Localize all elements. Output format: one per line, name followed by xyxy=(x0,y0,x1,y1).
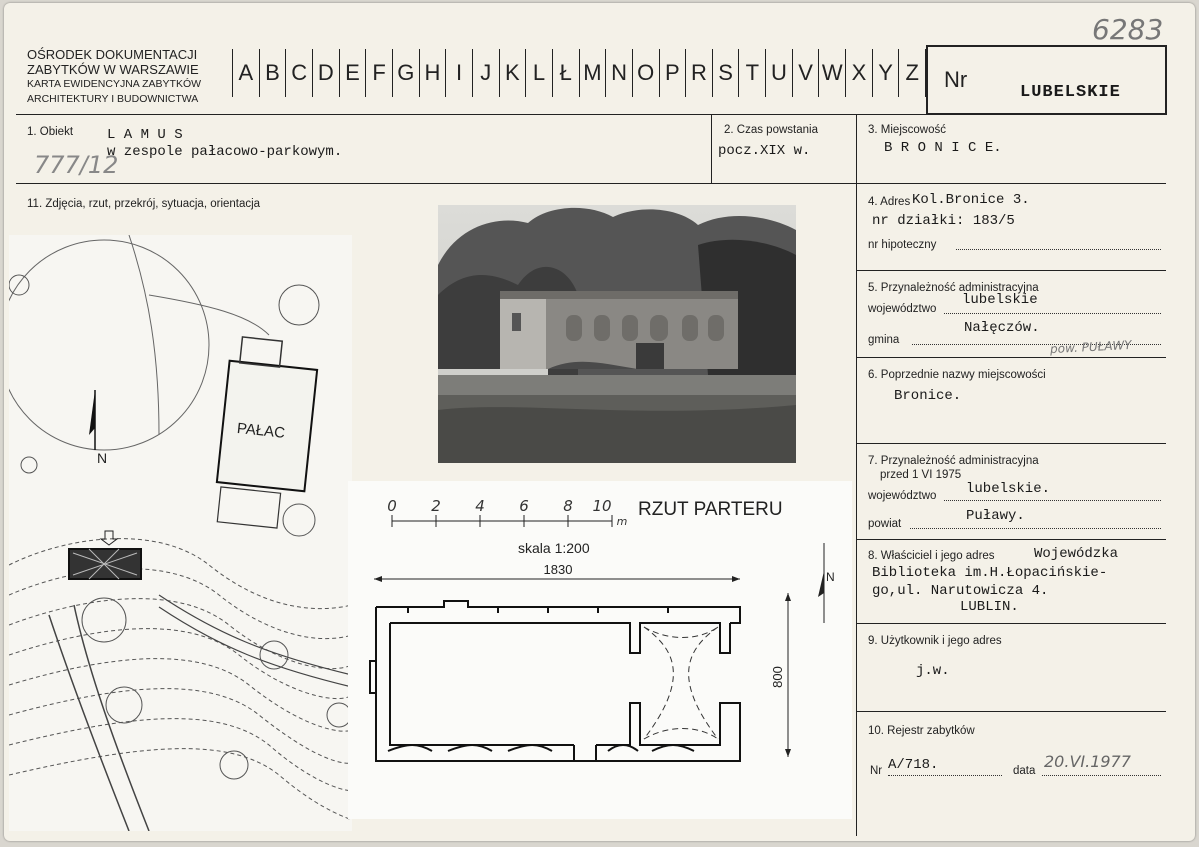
scale-tick-10: 10 xyxy=(592,497,612,515)
wojewodztwo-label: województwo xyxy=(868,303,937,315)
plan-depth-dimension: 800 xyxy=(770,666,785,688)
poprzednie-label: 6. Poprzednie nazwy miejscowości xyxy=(868,369,1046,381)
index-letter: Z xyxy=(898,49,926,97)
rule-row-1 xyxy=(16,183,1166,184)
rejestr-data-value: 20.VI.1977 xyxy=(1044,752,1131,771)
plan-walls xyxy=(370,601,740,761)
miejscowosc-label: 3. Miejscowość xyxy=(868,124,946,136)
czas-value: pocz.XIX w. xyxy=(718,143,811,159)
institution-line-3: KARTA EWIDENCYJNA ZABYTKÓW xyxy=(27,78,202,90)
index-letter: R xyxy=(685,49,712,97)
index-letter: B xyxy=(259,49,286,97)
rule-r4 xyxy=(856,270,1166,271)
institution-block xyxy=(27,47,201,107)
wlasciciel-value-2: Biblioteka im.H.Łopacińskie- xyxy=(872,565,1108,581)
wlasciciel-value-4: LUBLIN. xyxy=(960,599,1019,615)
north-label: N xyxy=(97,450,108,466)
zdjecia-label: 11. Zdjęcia, rzut, przekrój, sytuacja, orientacja xyxy=(27,198,261,210)
site-plan-map xyxy=(9,235,352,831)
woj75-label: województwo xyxy=(868,490,937,502)
rule-r8 xyxy=(856,623,1166,624)
index-letter: H xyxy=(419,49,446,97)
wojewodztwo-line xyxy=(944,313,1161,314)
scale-tick-0: 0 xyxy=(387,497,397,515)
institution-line-1: OŚRODEK DOKUMENTACJI xyxy=(27,47,198,62)
plan-width-dimension: 1830 xyxy=(543,562,573,577)
index-letter: Y xyxy=(872,49,899,97)
scale-tick-4: 4 xyxy=(475,497,485,515)
hipoteczny-line xyxy=(956,249,1161,250)
palace-label: PAŁAC xyxy=(236,419,286,442)
institution-line-2: ZABYTKÓW W WARSZAWIE xyxy=(27,62,199,77)
przyn75-label-1: 7. Przynależność administracyjna xyxy=(868,455,1039,467)
record-card xyxy=(4,3,1195,841)
index-letter: G xyxy=(392,49,419,97)
rule-r9 xyxy=(856,711,1166,712)
index-letter: J xyxy=(472,49,499,97)
powiat-handwritten: pow. PUŁAWY xyxy=(1049,337,1132,357)
powiat-line xyxy=(910,528,1161,529)
scale-tick-6: 6 xyxy=(519,497,529,515)
index-letter: X xyxy=(845,49,872,97)
woj75-line xyxy=(944,500,1161,501)
region-value: LUBELSKIE xyxy=(1020,83,1121,102)
nr-label: Nr xyxy=(944,67,968,92)
powiat-value: Puławy. xyxy=(966,508,1025,524)
index-letter: F xyxy=(365,49,392,97)
index-letter: K xyxy=(499,49,526,97)
rule-r5 xyxy=(856,357,1166,358)
index-letter: A xyxy=(232,49,259,97)
miejscowosc-value: B R O N I C E. xyxy=(884,140,1002,156)
scale-unit: m xyxy=(616,515,628,528)
rule-czas-left xyxy=(711,114,712,184)
index-letter: L xyxy=(525,49,552,97)
rejestr-nr-line xyxy=(888,775,1002,776)
woj75-value: lubelskie. xyxy=(966,481,1051,497)
index-letter: C xyxy=(285,49,312,97)
index-letter: M xyxy=(579,49,606,97)
index-letter: V xyxy=(792,49,819,97)
plan-title: RZUT PARTERU xyxy=(638,499,783,520)
plan-scale-label: skala 1:200 xyxy=(518,540,590,556)
institution-line-4: ARCHITEKTURY I BUDOWNICTWA xyxy=(27,93,199,105)
rule-under-header xyxy=(16,114,1166,115)
floor-plan xyxy=(348,481,852,819)
index-letter: T xyxy=(738,49,765,97)
rule-r7 xyxy=(856,539,1166,540)
wlasciciel-label: 8. Właściciel i jego adres xyxy=(868,550,995,562)
rejestr-data-label: data xyxy=(1013,765,1036,777)
building-photo-graphic xyxy=(438,205,796,463)
index-letter: Ł xyxy=(552,49,579,97)
index-letter: D xyxy=(312,49,339,97)
wlasciciel-value-1: Wojewódzka xyxy=(1034,546,1119,562)
index-letter: O xyxy=(632,49,659,97)
uzytkownik-value: j.w. xyxy=(916,663,950,679)
czas-label: 2. Czas powstania xyxy=(724,124,818,136)
obiekt-handwritten: 777/12 xyxy=(34,151,119,179)
obiekt-value-2: w zespole pałacowo-parkowym. xyxy=(107,144,343,160)
site-plan-graphic xyxy=(9,235,352,831)
building-photo xyxy=(438,205,796,463)
powiat-label: powiat xyxy=(868,518,902,530)
poprzednie-value: Bronice. xyxy=(894,388,962,404)
index-letter: P xyxy=(659,49,686,97)
adres-label: 4. Adres xyxy=(868,196,911,208)
obiekt-label: 1. Obiekt xyxy=(27,126,74,138)
obiekt-value-1: L A M U S xyxy=(107,127,183,143)
index-letter: E xyxy=(339,49,366,97)
gmina-label: gmina xyxy=(868,334,900,346)
adres-value: Kol.Bronice 3. xyxy=(912,192,1030,208)
gmina-value: Nałęczów. xyxy=(964,320,1040,336)
rejestr-data-line xyxy=(1042,775,1161,776)
hipoteczny-label: nr hipoteczny xyxy=(868,239,937,251)
index-letter: U xyxy=(765,49,792,97)
wojewodztwo-value: lubelskie xyxy=(962,292,1038,308)
index-letter: W xyxy=(818,49,845,97)
rule-r6 xyxy=(856,443,1166,444)
rejestr-label: 10. Rejestr zabytków xyxy=(868,725,975,737)
przyn75-label-2: przed 1 VI 1975 xyxy=(880,469,962,481)
wlasciciel-value-3: go,ul. Narutowicza 4. xyxy=(872,583,1049,599)
uzytkownik-label: 9. Użytkownik i jego adres xyxy=(868,635,1002,647)
handwritten-number: 6283 xyxy=(1092,13,1164,46)
rejestr-nr-value: A/718. xyxy=(888,757,939,773)
index-letter: I xyxy=(445,49,472,97)
rule-right-column xyxy=(856,114,857,836)
plan-north-label: N xyxy=(826,570,835,584)
przynaleznosc-label: 5. Przynależność administracyjna xyxy=(868,282,1039,294)
scale-tick-8: 8 xyxy=(563,497,573,515)
index-letter: S xyxy=(712,49,739,97)
index-letter: N xyxy=(605,49,632,97)
rejestr-nr-label: Nr xyxy=(870,765,883,777)
dzialka-value: nr działki: 183/5 xyxy=(872,213,1015,229)
alphabet-index xyxy=(232,49,926,97)
floor-plan-graphic xyxy=(348,481,852,819)
scale-tick-2: 2 xyxy=(431,497,441,515)
